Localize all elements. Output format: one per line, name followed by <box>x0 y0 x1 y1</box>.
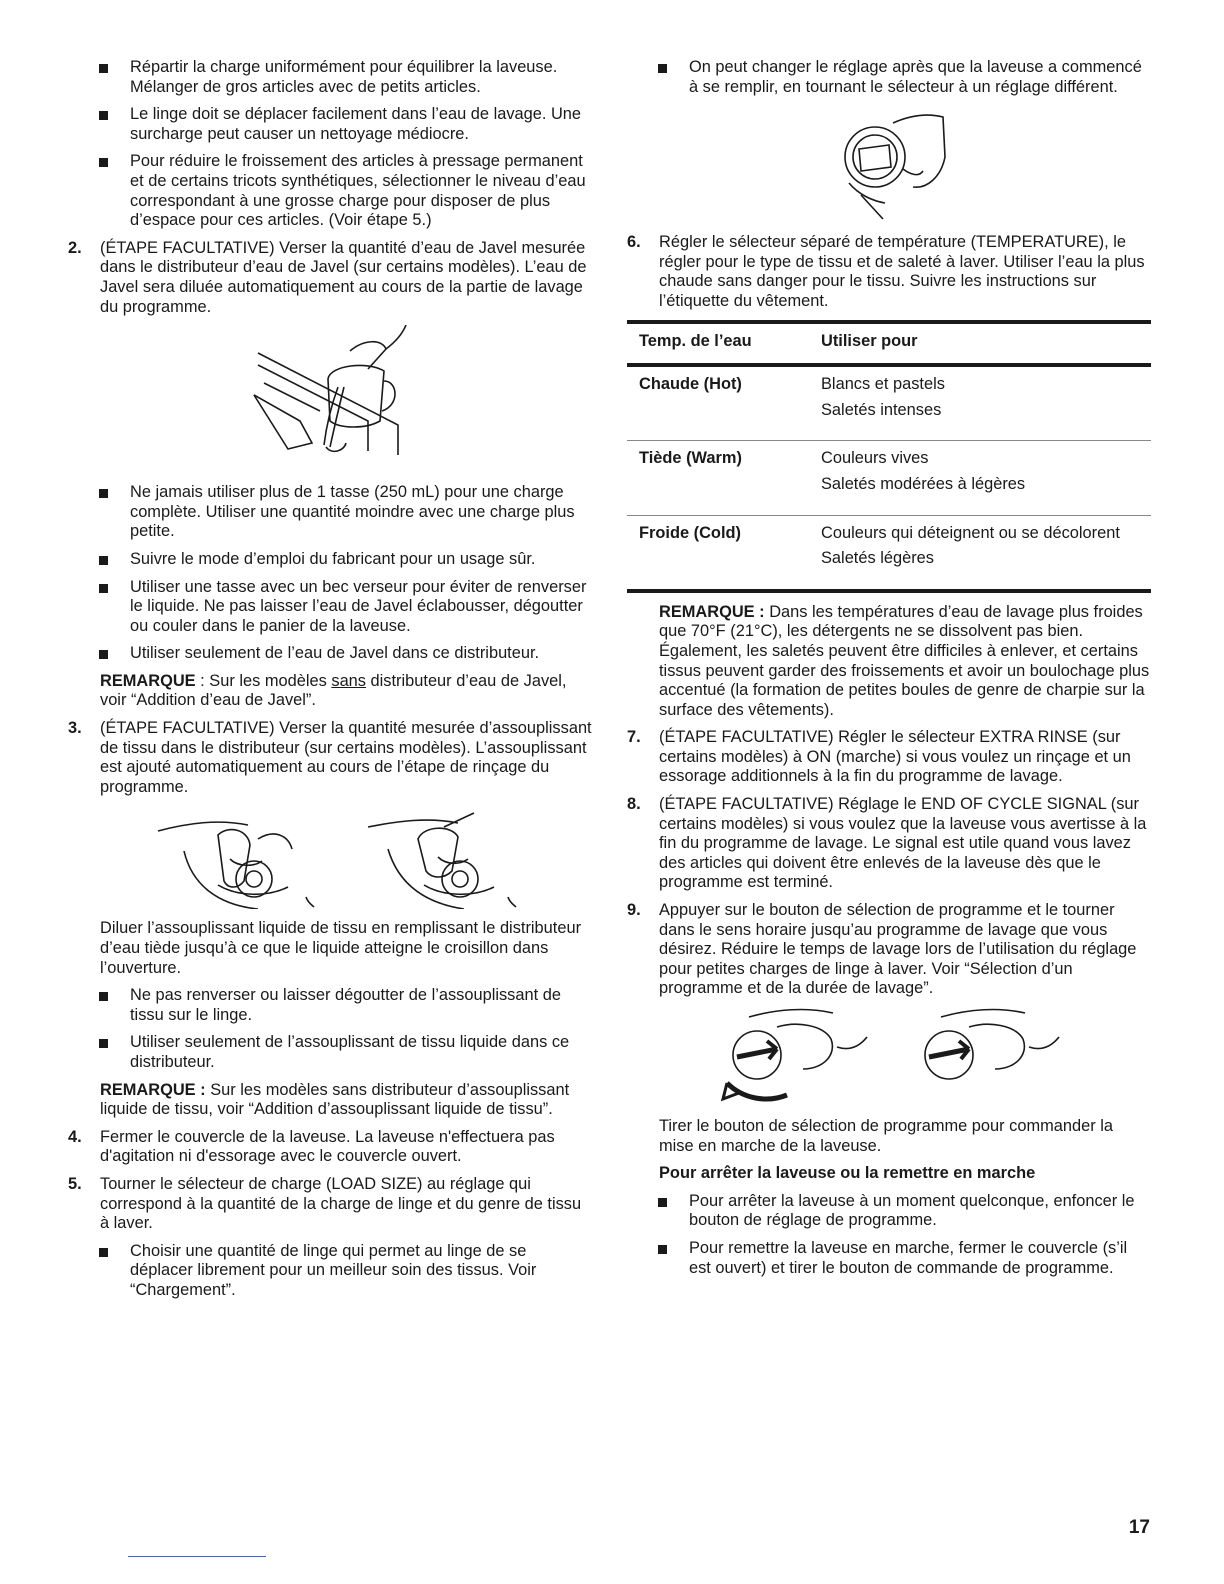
uses-cell <box>809 515 1151 591</box>
use-line: Saletés modérées à légères <box>821 474 1026 493</box>
note-text: Dans les températures d’eau de lavage plus froides que 70°F (21°C), les détergents ne se dissolvent pas bien. Également, les saletés peuvent être difficiles à enlever, et certains tissus peuvent garder des froissements et avoir un boulochage plus accentué (la formation de petites boules de genre de charpie sur la surface des vêtements). <box>659 602 1150 719</box>
step-text: Appuyer sur le bouton de sélection de programme et le tourner dans le sens horaire jusqu’au programme de lavage que vous désirez. Réduire le temps de lavage lors de l’utilisation du réglage pour petites charges de linge à laver. Voir “Sélection d’un programme et de la durée de lavage”. <box>659 901 1137 998</box>
step-7 <box>627 728 1151 787</box>
step-text: (ÉTAPE FACULTATIVE) Verser la quantité d’eau de Javel mesurée dans le distributeur d’eau de Javel (sur certains modèles). L’eau de Javel sera diluée automatiquement au cours de la partie de lavage du programme. <box>100 238 587 316</box>
step-text: (ÉTAPE FACULTATIVE) Régler le sélecteur EXTRA RINSE (sur certains modèles) à ON (marche) si vous voulez un rinçage et un essorage additionnels à la fin du programme de lavage. <box>659 728 1131 786</box>
page-number: 17 <box>1128 1517 1150 1538</box>
list-item: Ne pas renverser ou laisser dégoutter de l’assouplissant de tissu sur le linge. <box>68 986 592 1025</box>
cycle-knob-illustration <box>627 1007 1151 1107</box>
step-text: (ÉTAPE FACULTATIVE) Réglage le END OF CYCLE SIGNAL (sur certains modèles) si vous voulez que la laveuse vous avertisse à la fin du programme de lavage. Le signal est utile quand vous lavez des articles qui doivent être enlevés de la laveuse dès que le programme est terminé. <box>659 795 1147 892</box>
temp-cell: Tiède (Warm) <box>627 441 809 515</box>
list-item: Ne jamais utiliser plus de 1 tasse (250 mL) pour une charge complète. Utiliser une quantité moindre avec une charge plus petite. <box>68 483 592 542</box>
note-label: REMARQUE : <box>659 602 765 621</box>
pull-to-start-text: Tirer le bouton de sélection de programme pour commander la mise en marche de la laveuse. <box>659 1117 1114 1155</box>
list-item: Pour arrêter la laveuse à un moment quelconque, enfoncer le bouton de réglage de programme. <box>627 1192 1151 1231</box>
use-line: Blancs et pastels <box>821 375 945 394</box>
note-emphasis: sans <box>331 671 366 690</box>
use-line: Saletés intenses <box>821 400 942 419</box>
step-number: 7. <box>627 728 641 747</box>
use-line: Saletés légères <box>821 549 934 568</box>
water-temperature-table <box>627 320 1151 593</box>
footer-rule <box>128 1556 266 1557</box>
step-number: 5. <box>68 1174 82 1193</box>
column-header: Temp. de l’eau <box>627 322 809 366</box>
table-row <box>627 441 1151 515</box>
section-subheading: Pour arrêter la laveuse ou la remettre en marche <box>659 1164 1036 1183</box>
list-item: Pour réduire le froissement des articles à pressage permanent et de certains tricots synthétiques, sélectionner le niveau d’eau correspondant à une grosse charge pour disposer de plus d’espace pour ces articles. (Voir étape 5.) <box>68 152 592 230</box>
step-number: 6. <box>627 233 641 252</box>
note-text: Sur les modèles sans distributeur d’assouplissant liquide de tissu, voir “Addition d’assouplissant liquide de tissu”. <box>100 1080 570 1119</box>
step-3 <box>68 719 592 797</box>
bleach-note <box>68 672 592 711</box>
step-text: (ÉTAPE FACULTATIVE) Verser la quantité mesurée d’assouplissant de tissu dans le distributeur (sur certains modèles). L’assouplissant est ajouté automatiquement au cours de l’étape de rinçage du programme. <box>100 719 592 796</box>
list-item: Utiliser seulement de l’assouplissant de tissu liquide dans ce distributeur. <box>68 1033 592 1072</box>
list-item: Utiliser seulement de l’eau de Javel dans ce distributeur. <box>68 644 592 664</box>
dilute-instructions: Diluer l’assouplissant liquide de tissu en remplissant le distributeur d’eau tiède jusqu’à ce que le liquide atteigne le croisillon dans l’ouverture. <box>100 919 582 977</box>
uses-cell <box>809 365 1151 441</box>
bleach-pouring-illustration <box>68 325 592 473</box>
step-5 <box>68 1175 592 1234</box>
step-number: 9. <box>627 901 641 920</box>
step-6 <box>627 233 1151 311</box>
use-line: Couleurs qui déteignent ou se décolorent <box>821 523 1120 542</box>
use-line: Couleurs vives <box>821 449 929 468</box>
column-header: Utiliser pour <box>809 322 1151 366</box>
step-text: Tourner le sélecteur de charge (LOAD SIZE) au réglage qui correspond à la quantité de la charge de linge et du genre de tissu à laver. <box>100 1174 582 1233</box>
step-9 <box>627 901 1151 999</box>
left-column <box>68 58 592 1309</box>
note-label: REMARQUE <box>100 671 196 690</box>
step-8 <box>627 795 1151 893</box>
list-item: Choisir une quantité de linge qui permet au linge de se déplacer librement pour un meilleur soin des tissus. Voir “Chargement”. <box>68 1242 592 1301</box>
step-text: Régler le sélecteur séparé de température (TEMPERATURE), le régler pour le type de tissu et de saleté à laver. Utiliser l’eau la plus chaude sans danger pour le tissu. Suivre les instructions sur l’étiquette du vêtement. <box>659 233 1145 310</box>
list-item: Le linge doit se déplacer facilement dans l’eau de lavage. Une surcharge peut causer un nettoyage médiocre. <box>68 105 592 144</box>
softener-pouring-illustration <box>68 805 592 909</box>
step-2 <box>68 239 592 317</box>
table-row <box>627 365 1151 441</box>
softener-note <box>68 1081 592 1120</box>
temp-cell: Chaude (Hot) <box>627 365 809 441</box>
list-item: On peut changer le réglage après que la laveuse a commencé à se remplir, en tournant le sélecteur à un réglage différent. <box>627 58 1151 97</box>
step-number: 2. <box>68 238 82 257</box>
load-size-dial-illustration <box>627 105 1151 223</box>
table-header-row <box>627 322 1151 366</box>
step-number: 3. <box>68 719 82 738</box>
list-item: Répartir la charge uniformément pour équilibrer la laveuse. Mélanger de gros articles avec de petits articles. <box>68 58 592 97</box>
step-text: Fermer le couvercle de la laveuse. La laveuse n'effectuera pas d'agitation ni d'essorage avec le couvercle ouvert. <box>100 1127 555 1166</box>
temperature-note <box>627 603 1151 721</box>
list-item: Pour remettre la laveuse en marche, fermer le couvercle (s’il est ouvert) et tirer le bouton de commande de programme. <box>627 1239 1151 1278</box>
table-row <box>627 515 1151 591</box>
note-label: REMARQUE : <box>100 1080 206 1099</box>
step-number: 4. <box>68 1127 82 1146</box>
step-4 <box>68 1128 592 1167</box>
note-text: : Sur les modèles <box>195 671 332 690</box>
list-item: Utiliser une tasse avec un bec verseur pour éviter de renverser le liquide. Ne pas laisser l’eau de Javel éclabousser, dégoutter ou couler dans le panier de la laveuse. <box>68 578 592 637</box>
step-number: 8. <box>627 795 641 814</box>
uses-cell <box>809 441 1151 515</box>
list-item: Suivre le mode d’emploi du fabricant pour un usage sûr. <box>68 550 592 570</box>
temp-cell: Froide (Cold) <box>627 515 809 591</box>
note-text: distributeur d’eau de Javel, voir “Addition d’eau de Javel”. <box>100 671 567 710</box>
right-column <box>627 58 1151 1286</box>
